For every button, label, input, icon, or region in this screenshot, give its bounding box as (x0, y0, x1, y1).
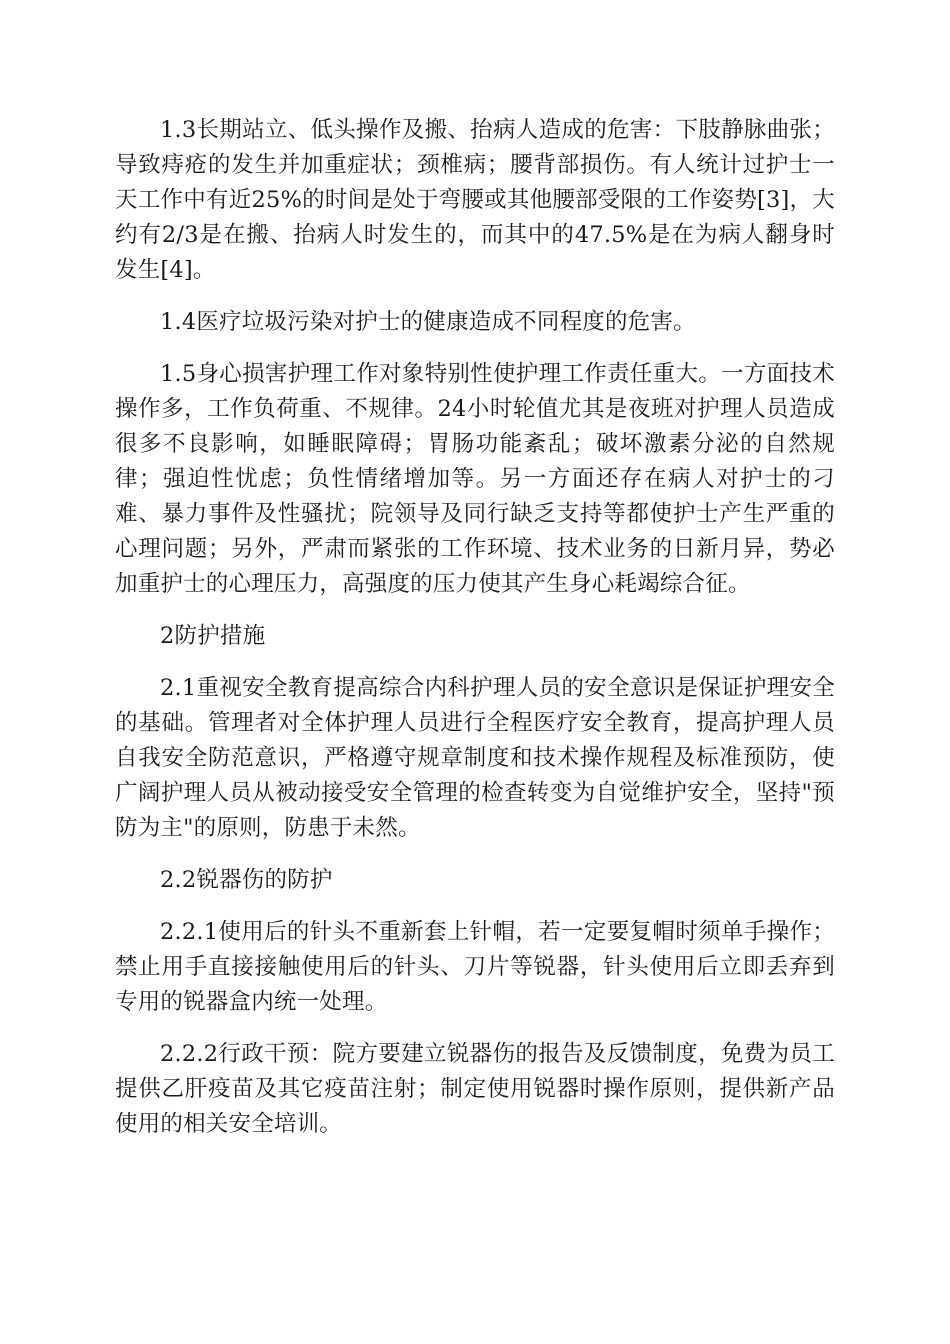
section-heading-2: 2防护措施 (160, 623, 266, 649)
paragraph-1-3: 1.3长期站立、低头操作及搬、抬病人造成的危害：下肢静脉曲张；导致痔疮的发生并加重症状；颈椎病；腰背部损伤。有人统计过护士一天工作中有近25%的时间是处于弯腰或其他腰部受限的工作姿势[3]，大约有2/3是在搬、抬病人时发生的，而其中的47.5%是在为病人翻身时发生[4]。 (115, 117, 835, 283)
paragraph-2-1: 2.1重视安全教育提高综合内科护理人员的安全意识是保证护理安全的基础。管理者对全体护理人员进行全程医疗安全教育，提高护理人员自我安全防范意识，严格遵守规章制度和技术操作规程及标准预防，使广阔护理人员从被动接受安全管理的检查转变为自觉维护安全，坚持"预防为主"的原则，防患于未然。 (115, 675, 835, 841)
paragraph-1-5: 1.5身心损害护理工作对象特别性使护理工作责任重大。一方面技术操作多，工作负荷重、不规律。24小时轮值尤其是夜班对护理人员造成很多不良影响，如睡眠障碍；胃肠功能紊乱；破坏激素分泌的自然规律；强迫性忧虑；负性情绪增加等。另一方面还存在病人对护士的刁难、暴力事件及性骚扰；院领导及同行缺乏支持等都使护士产生严重的心理问题；另外，严肃而紧张的工作环境、技术业务的日新月异，势必加重护士的心理压力，高强度的压力使其产生身心耗竭综合征。 (115, 361, 835, 597)
paragraph-2-2-1: 2.2.1使用后的针头不重新套上针帽，若一定要复帽时须单手操作；禁止用手直接接触使用后的针头、刀片等锐器，针头使用后立即丢弃到专用的锐器盒内统一处理。 (115, 919, 835, 1015)
paragraph-2-2-2: 2.2.2行政干预：院方要建立锐器伤的报告及反馈制度，免费为员工提供乙肝疫苗及其它疫苗注射；制定使用锐器时操作原则，提供新产品使用的相关安全培训。 (115, 1041, 835, 1137)
section-heading-2-2: 2.2锐器伤的防护 (160, 867, 333, 893)
paragraph-1-4: 1.4医疗垃圾污染对护士的健康造成不同程度的危害。 (160, 309, 696, 335)
document-page (115, 113, 835, 1159)
